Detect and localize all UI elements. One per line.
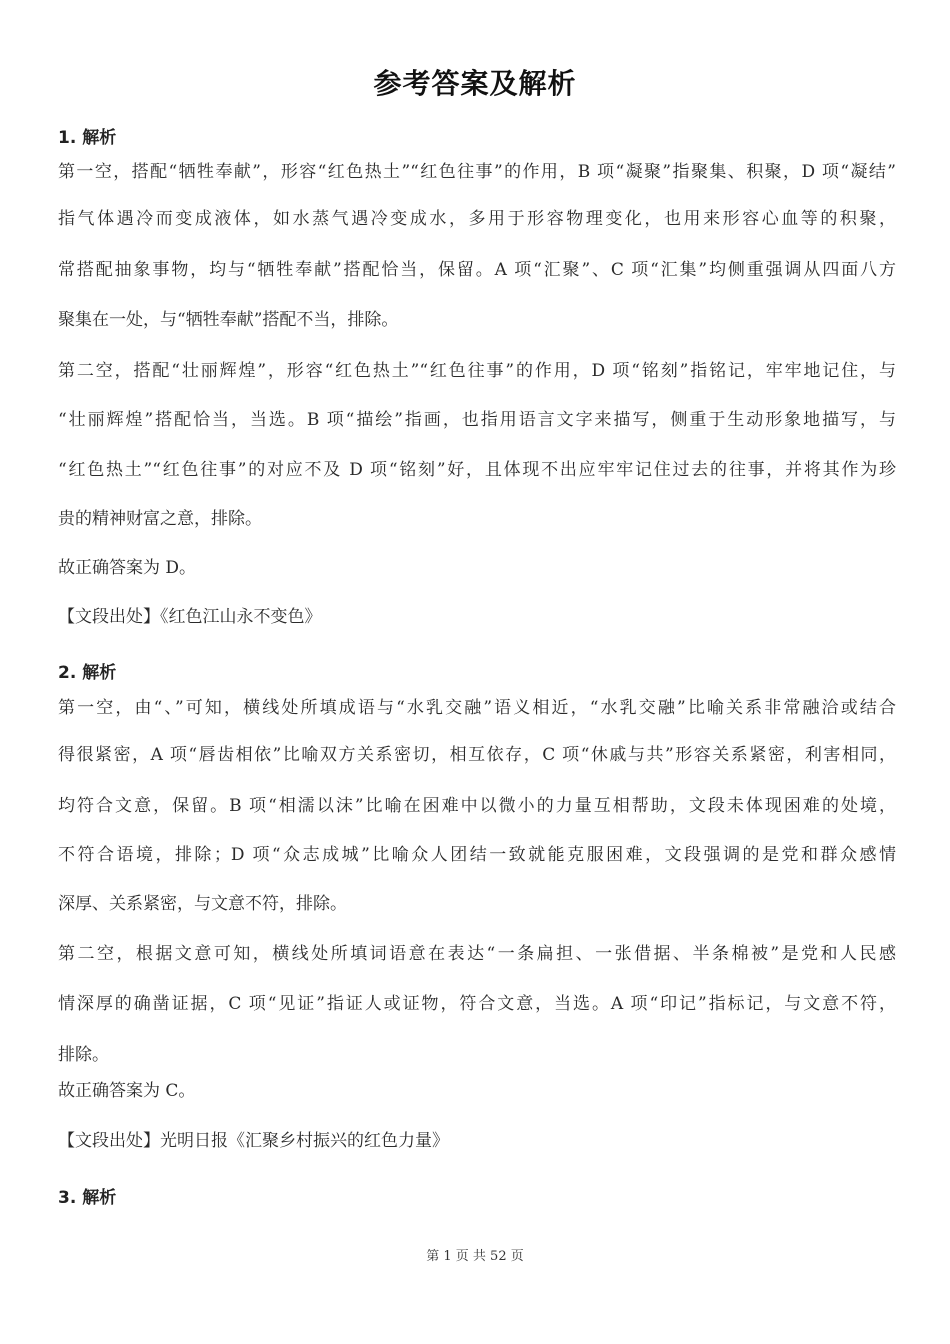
q1-paragraph-line: 贵的精神财富之意，排除。 (58, 509, 262, 529)
q2-answer: 故正确答案为 C。 (58, 1081, 196, 1101)
q2-source: 【文段出处】光明日报《汇聚乡村振兴的红色力量》 (58, 1131, 449, 1151)
q1-paragraph-line: 常搭配抽象事物，均与“牺牲奉献”搭配恰当，保留。A 项“汇聚”、C 项“汇集”均侧重强调从四面八方 (58, 260, 896, 280)
q3-heading: 3. 解析 (58, 1188, 117, 1208)
q2-paragraph-line: 得很紧密，A 项“唇齿相依”比喻双方关系密切，相互依存，C 项“休戚与共”形容关系紧密，利害相同， (58, 745, 896, 765)
q2-paragraph-line: 均符合文意，保留。B 项“相濡以沫”比喻在困难中以微小的力量互相帮助，文段未体现困难的处境， (58, 796, 896, 816)
q1-paragraph-line: 第一空，搭配“牺牲奉献”，形容“红色热土”“红色往事”的作用，B 项“凝聚”指聚集、积聚，D 项“凝结” (58, 162, 896, 182)
q1-paragraph-line: “壮丽辉煌”搭配恰当，当选。B 项“描绘”指画，也指用语言文字来描写，侧重于生动形象地描写，与 (58, 410, 896, 430)
q1-paragraph-line: 第二空，搭配“壮丽辉煌”，形容“红色热土”“红色往事”的作用，D 项“铭刻”指铭记，牢牢地记住，与 (58, 361, 896, 381)
q2-paragraph-line: 第一空，由“、”可知，横线处所填成语与“水乳交融”语义相近，“水乳交融”比喻关系非常融洽或结合 (58, 698, 896, 718)
q1-heading: 1. 解析 (58, 128, 117, 148)
q1-paragraph-line: 指气体遇冷而变成液体，如水蒸气遇冷变成水，多用于形容物理变化，也用来形容心血等的积聚， (58, 209, 896, 229)
q2-paragraph-line: 不符合语境，排除；D 项“众志成城”比喻众人团结一致就能克服困难，文段强调的是党和群众感情 (58, 845, 896, 865)
page-title: 参考答案及解析 (373, 67, 577, 100)
q1-paragraph-line: “红色热土”“红色往事”的对应不及 D 项“铭刻”好，且体现不出应牢牢记住过去的往事，并将其作为珍 (58, 460, 896, 480)
q1-paragraph-line: 聚集在一处，与“牺牲奉献”搭配不当，排除。 (58, 310, 399, 330)
q2-paragraph-line: 情深厚的确凿证据，C 项“见证”指证人或证物，符合文意，当选。A 项“印记”指标记，与文意不符， (58, 994, 896, 1014)
q1-answer: 故正确答案为 D。 (58, 558, 197, 578)
q2-paragraph-line: 第二空，根据文意可知，横线处所填词语意在表达“一条扁担、一张借据、半条棉被”是党和人民感 (58, 944, 896, 964)
q1-source: 【文段出处】《红色江山永不变色》 (58, 607, 322, 627)
q2-paragraph-line: 深厚、关系紧密，与文意不符，排除。 (58, 894, 347, 914)
page-footer: 第 1 页 共 52 页 (426, 1249, 524, 1264)
q2-heading: 2. 解析 (58, 663, 117, 683)
q2-paragraph-line: 排除。 (58, 1045, 109, 1065)
